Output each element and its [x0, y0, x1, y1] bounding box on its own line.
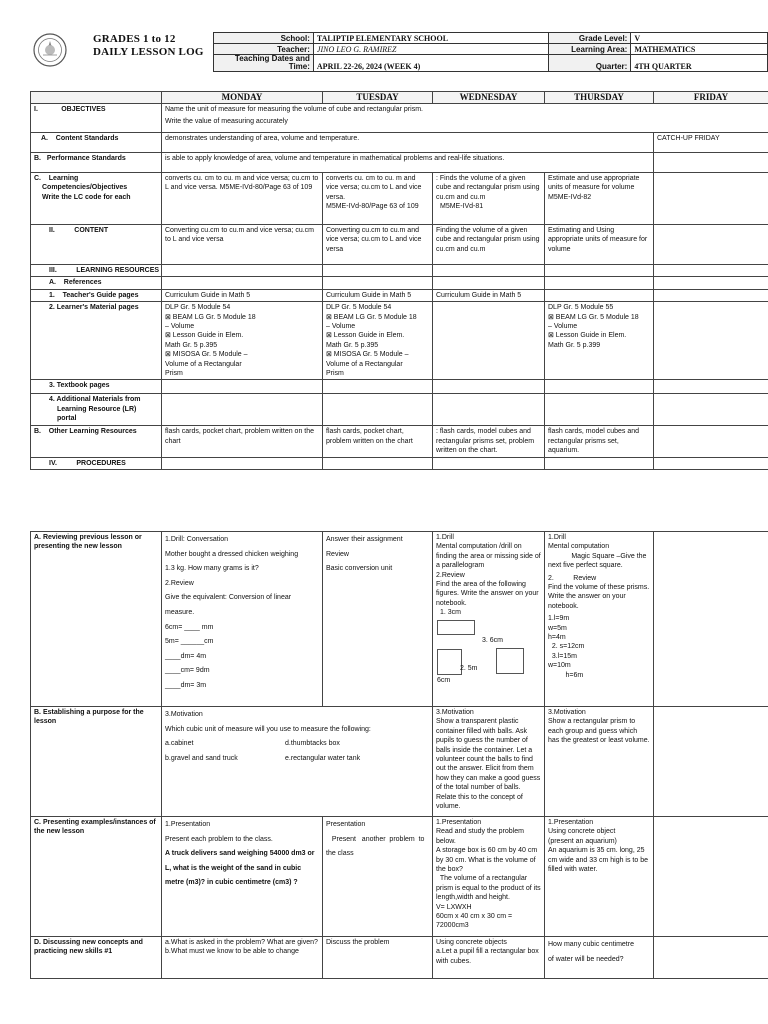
lm-thursday: DLP Gr. 5 Module 55 ⊠ BEAM LG Gr. 5 Module 18 – Volume ⊠ Lesson Guide in Elem. Math Gr. 5 p.399	[545, 302, 654, 380]
purpose-label: B. Establishing a purpose for the lesson	[31, 707, 162, 817]
additional-materials-row	[31, 394, 768, 426]
textbook-label: 3. Textbook pages	[31, 380, 162, 394]
presenting-thursday: 1.Presentation Using concrete object (present an aquarium) An aquarium is 35 cm. long, 25 cm wide and 33 cm high is to be filled with water.	[545, 817, 654, 937]
content-monday: Converting cu.cm to cu.m and vice versa; cu.cm to L and vice versa	[162, 225, 323, 265]
tg-tuesday: Curriculum Guide in Math 5	[323, 289, 433, 301]
discussing-tuesday: Discuss the problem	[323, 937, 433, 979]
tg-wednesday: Curriculum Guide in Math 5	[433, 289, 545, 301]
learners-material-label: 2. Learner's Material pages	[31, 302, 162, 380]
title-line-1: GRADES 1 to 12	[93, 33, 176, 45]
figure-square-3	[496, 648, 524, 674]
review-label: A. Reviewing previous lesson or presenting the new lesson	[31, 532, 162, 707]
title-line-2: DAILY LESSON LOG	[93, 46, 204, 58]
textbook-row	[31, 380, 768, 394]
resources-label: III. LEARNING RESOURCES	[31, 265, 162, 277]
day-thursday: THURSDAY	[545, 92, 654, 104]
dates-value: APRIL 22-26, 2024 (WEEK 4)	[313, 55, 549, 72]
header	[30, 30, 768, 74]
grade-value: V	[631, 33, 768, 44]
figure-square-1	[437, 620, 475, 635]
content-standards-label: A. Content Standards	[31, 133, 162, 153]
lm-monday: DLP Gr. 5 Module 54 ⊠ BEAM LG Gr. 5 Module 18 – Volume ⊠ Lesson Guide in Elem. Math Gr. 5 p.395 ⊠ MISOSA Gr. 5 Module – Volume of a Rectangular Prism	[162, 302, 323, 380]
teacher-label: Teacher:	[214, 44, 314, 55]
competency-tuesday: converts cu. cm to cu. m and vice versa; cu.cm to L and vice versa. M5ME-IVd-80/Page 63 of 109	[323, 173, 433, 225]
deped-seal-icon	[33, 33, 67, 67]
performance-standards-row	[31, 153, 768, 173]
review-monday: 1.Drill: Conversation Mother bought a dressed chicken weighing 1.3 kg. How many grams is it? 2.Review Give the equivalent: Conversion of linear measure. 6cm= ____ mm 5m= ______cm ____dm= 4m ____cm= 9dm ____dm= 3m	[162, 532, 323, 707]
quarter-value: 4TH QUARTER	[631, 55, 768, 72]
references-row	[31, 277, 768, 289]
purpose-monday: 3.Motivation Which cubic unit of measure will you use to measure the following: a.cabinet d.thumbtacks box b.gravel and sand truck e.rectangular water tank	[162, 707, 433, 817]
area-value: MATHEMATICS	[631, 44, 768, 55]
references-label: A. References	[31, 277, 162, 289]
review-row	[31, 532, 768, 707]
day-monday: MONDAY	[162, 92, 323, 104]
procedures-row	[31, 457, 768, 469]
presenting-label: C. Presenting examples/instances of the new lesson	[31, 817, 162, 937]
content-standards-row	[31, 133, 768, 153]
catch-up-friday: CATCH-UP FRIDAY	[654, 133, 768, 153]
content-thursday: Estimating and Using appropriate units of measure for volume	[545, 225, 654, 265]
figure-square-2	[437, 649, 462, 675]
day-wednesday: WEDNESDAY	[433, 92, 545, 104]
content-label: II. CONTENT	[31, 225, 162, 265]
purpose-wednesday: 3.Motivation Show a transparent plastic container filled with balls. Ask pupils to guess the number of balls inside the container. Let a volunteer count the balls to find out the answer. Elicit from them how they can make a good guess of the total number of balls. Relate this to the concept of volume.	[433, 707, 545, 817]
purpose-thursday: 3.Motivation Show a rectangular prism to each group and guess which has the greatest or least volume.	[545, 707, 654, 817]
content-row	[31, 225, 768, 265]
school-label: School:	[214, 33, 314, 44]
presenting-monday: 1.Presentation Present each problem to the class. A truck delivers sand weighing 54000 dm3 or L, what is the weight of the sand in cubic metre (m3)? in cubic centimetre (cm3) ?	[162, 817, 323, 937]
content-tuesday: Converting cu.cm to cu.m and vice versa; cu.cm to L and vice versa	[323, 225, 433, 265]
other-tuesday: flash cards, pocket chart, problem written on the chart	[323, 426, 433, 457]
school-value: TALIPTIP ELEMENTARY SCHOOL	[313, 33, 549, 44]
presenting-wednesday: 1.Presentation Read and study the problem below. A storage box is 60 cm by 40 cm by 30 cm. What is the volume of the box? The volume of a rectangular prism is equal to the product of its length,width and height. V= LXWXH 60cm x 40 cm x 30 cm = 72000cm3	[433, 817, 545, 937]
tg-monday: Curriculum Guide in Math 5	[162, 289, 323, 301]
area-figures: 3. 6cm 2. 5m 6cm	[436, 618, 541, 686]
lesson-table-1	[30, 91, 768, 470]
corner-cell	[31, 92, 162, 104]
competency-thursday: Estimate and use appropriate units of measure for volume M5ME-IVd-82	[545, 173, 654, 225]
review-tuesday: Answer their assignment Review Basic conversion unit	[323, 532, 433, 707]
additional-materials-label: 4. Additional Materials from Learning Resource (LR) portal	[31, 394, 162, 426]
presenting-row	[31, 817, 768, 937]
other-wednesday: : flash cards, model cubes and rectangular prisms set, problem written on the chart.	[433, 426, 545, 457]
purpose-row	[31, 707, 768, 817]
other-resources-row	[31, 426, 768, 457]
teachers-guide-label: 1. Teacher's Guide pages	[31, 289, 162, 301]
discussing-wednesday: Using concrete objects a.Let a pupil fill a rectangular box with cubes.	[433, 937, 545, 979]
review-wednesday: 1.Drill Mental computation /drill on finding the area or missing side of a parallelogram 2.Review Find the area of the following figures. Write the answer on your notebook. 1. 3cm 3. 6cm 2. 5m 6cm	[433, 532, 545, 707]
dates-label: Teaching Dates and Time:	[214, 55, 314, 72]
competencies-row	[31, 173, 768, 225]
content-standards-text: demonstrates understanding of area, volume and temperature.	[162, 133, 654, 153]
competency-monday: converts cu. cm to cu. m and vice versa; cu.cm to L and vice versa. M5ME-IVd-80/Page 63 of 109	[162, 173, 323, 225]
teachers-guide-row	[31, 289, 768, 301]
review-thursday: 1.Drill Mental computation Magic Square –Give the next five perfect square. 2. Review Find the volume of these prisms. Write the answer on your notebook. 1.l=9m w=5m h=4m 2. s=12cm 3.l=15m w=10m h=6m	[545, 532, 654, 707]
day-tuesday: TUESDAY	[323, 92, 433, 104]
performance-standards-text: is able to apply knowledge of area, volume and temperature in mathematical problems and real-life situations.	[162, 153, 654, 173]
lesson-table-2	[30, 531, 768, 979]
learners-material-row	[31, 302, 768, 380]
competencies-label: C. Learning Competencies/Objectives Write the LC code for each	[31, 173, 162, 225]
days-header-row	[31, 92, 768, 104]
grade-label: Grade Level:	[549, 33, 631, 44]
quarter-label: Quarter:	[549, 55, 631, 72]
discussing-label: D. Discussing new concepts and practicing new skills #1	[31, 937, 162, 979]
day-friday: FRIDAY	[654, 92, 768, 104]
competency-wednesday: : Finds the volume of a given cube and rectangular prism using cu.cm and cu.m M5ME-IVd-81	[433, 173, 545, 225]
other-monday: flash cards, pocket chart, problem written on the chart	[162, 426, 323, 457]
objectives-text: Name the unit of measure for measuring the volume of cube and rectangular prism. Write the value of measuring accurately	[162, 104, 768, 133]
objectives-row	[31, 104, 768, 133]
header-info-table	[213, 32, 768, 72]
resources-row	[31, 265, 768, 277]
discussing-monday: a.What is asked in the problem? What are given? b.What must we know to be able to change	[162, 937, 323, 979]
discussing-thursday: How many cubic centimetre of water will be needed?	[545, 937, 654, 979]
other-resources-label: B. Other Learning Resources	[31, 426, 162, 457]
content-wednesday: Finding the volume of a given cube and rectangular prism using cu.cm and cu.m	[433, 225, 545, 265]
presenting-tuesday: Presentation Present another problem to the class	[323, 817, 433, 937]
teacher-value: JINO LEO G. RAMIREZ	[313, 44, 549, 55]
discussing-row	[31, 937, 768, 979]
objectives-label: I. OBJECTIVES	[31, 104, 162, 133]
other-thursday: flash cards, model cubes and rectangular prisms set, aquarium.	[545, 426, 654, 457]
document-title	[93, 33, 204, 59]
procedures-label: IV. PROCEDURES	[31, 457, 162, 469]
lm-tuesday: DLP Gr. 5 Module 54 ⊠ BEAM LG Gr. 5 Module 18 – Volume ⊠ Lesson Guide in Elem. Math Gr. 5 p.395 ⊠ MISOSA Gr. 5 Module – Volume of a Rectangular Prism	[323, 302, 433, 380]
area-label: Learning Area:	[549, 44, 631, 55]
performance-standards-label: B. Performance Standards	[31, 153, 162, 173]
